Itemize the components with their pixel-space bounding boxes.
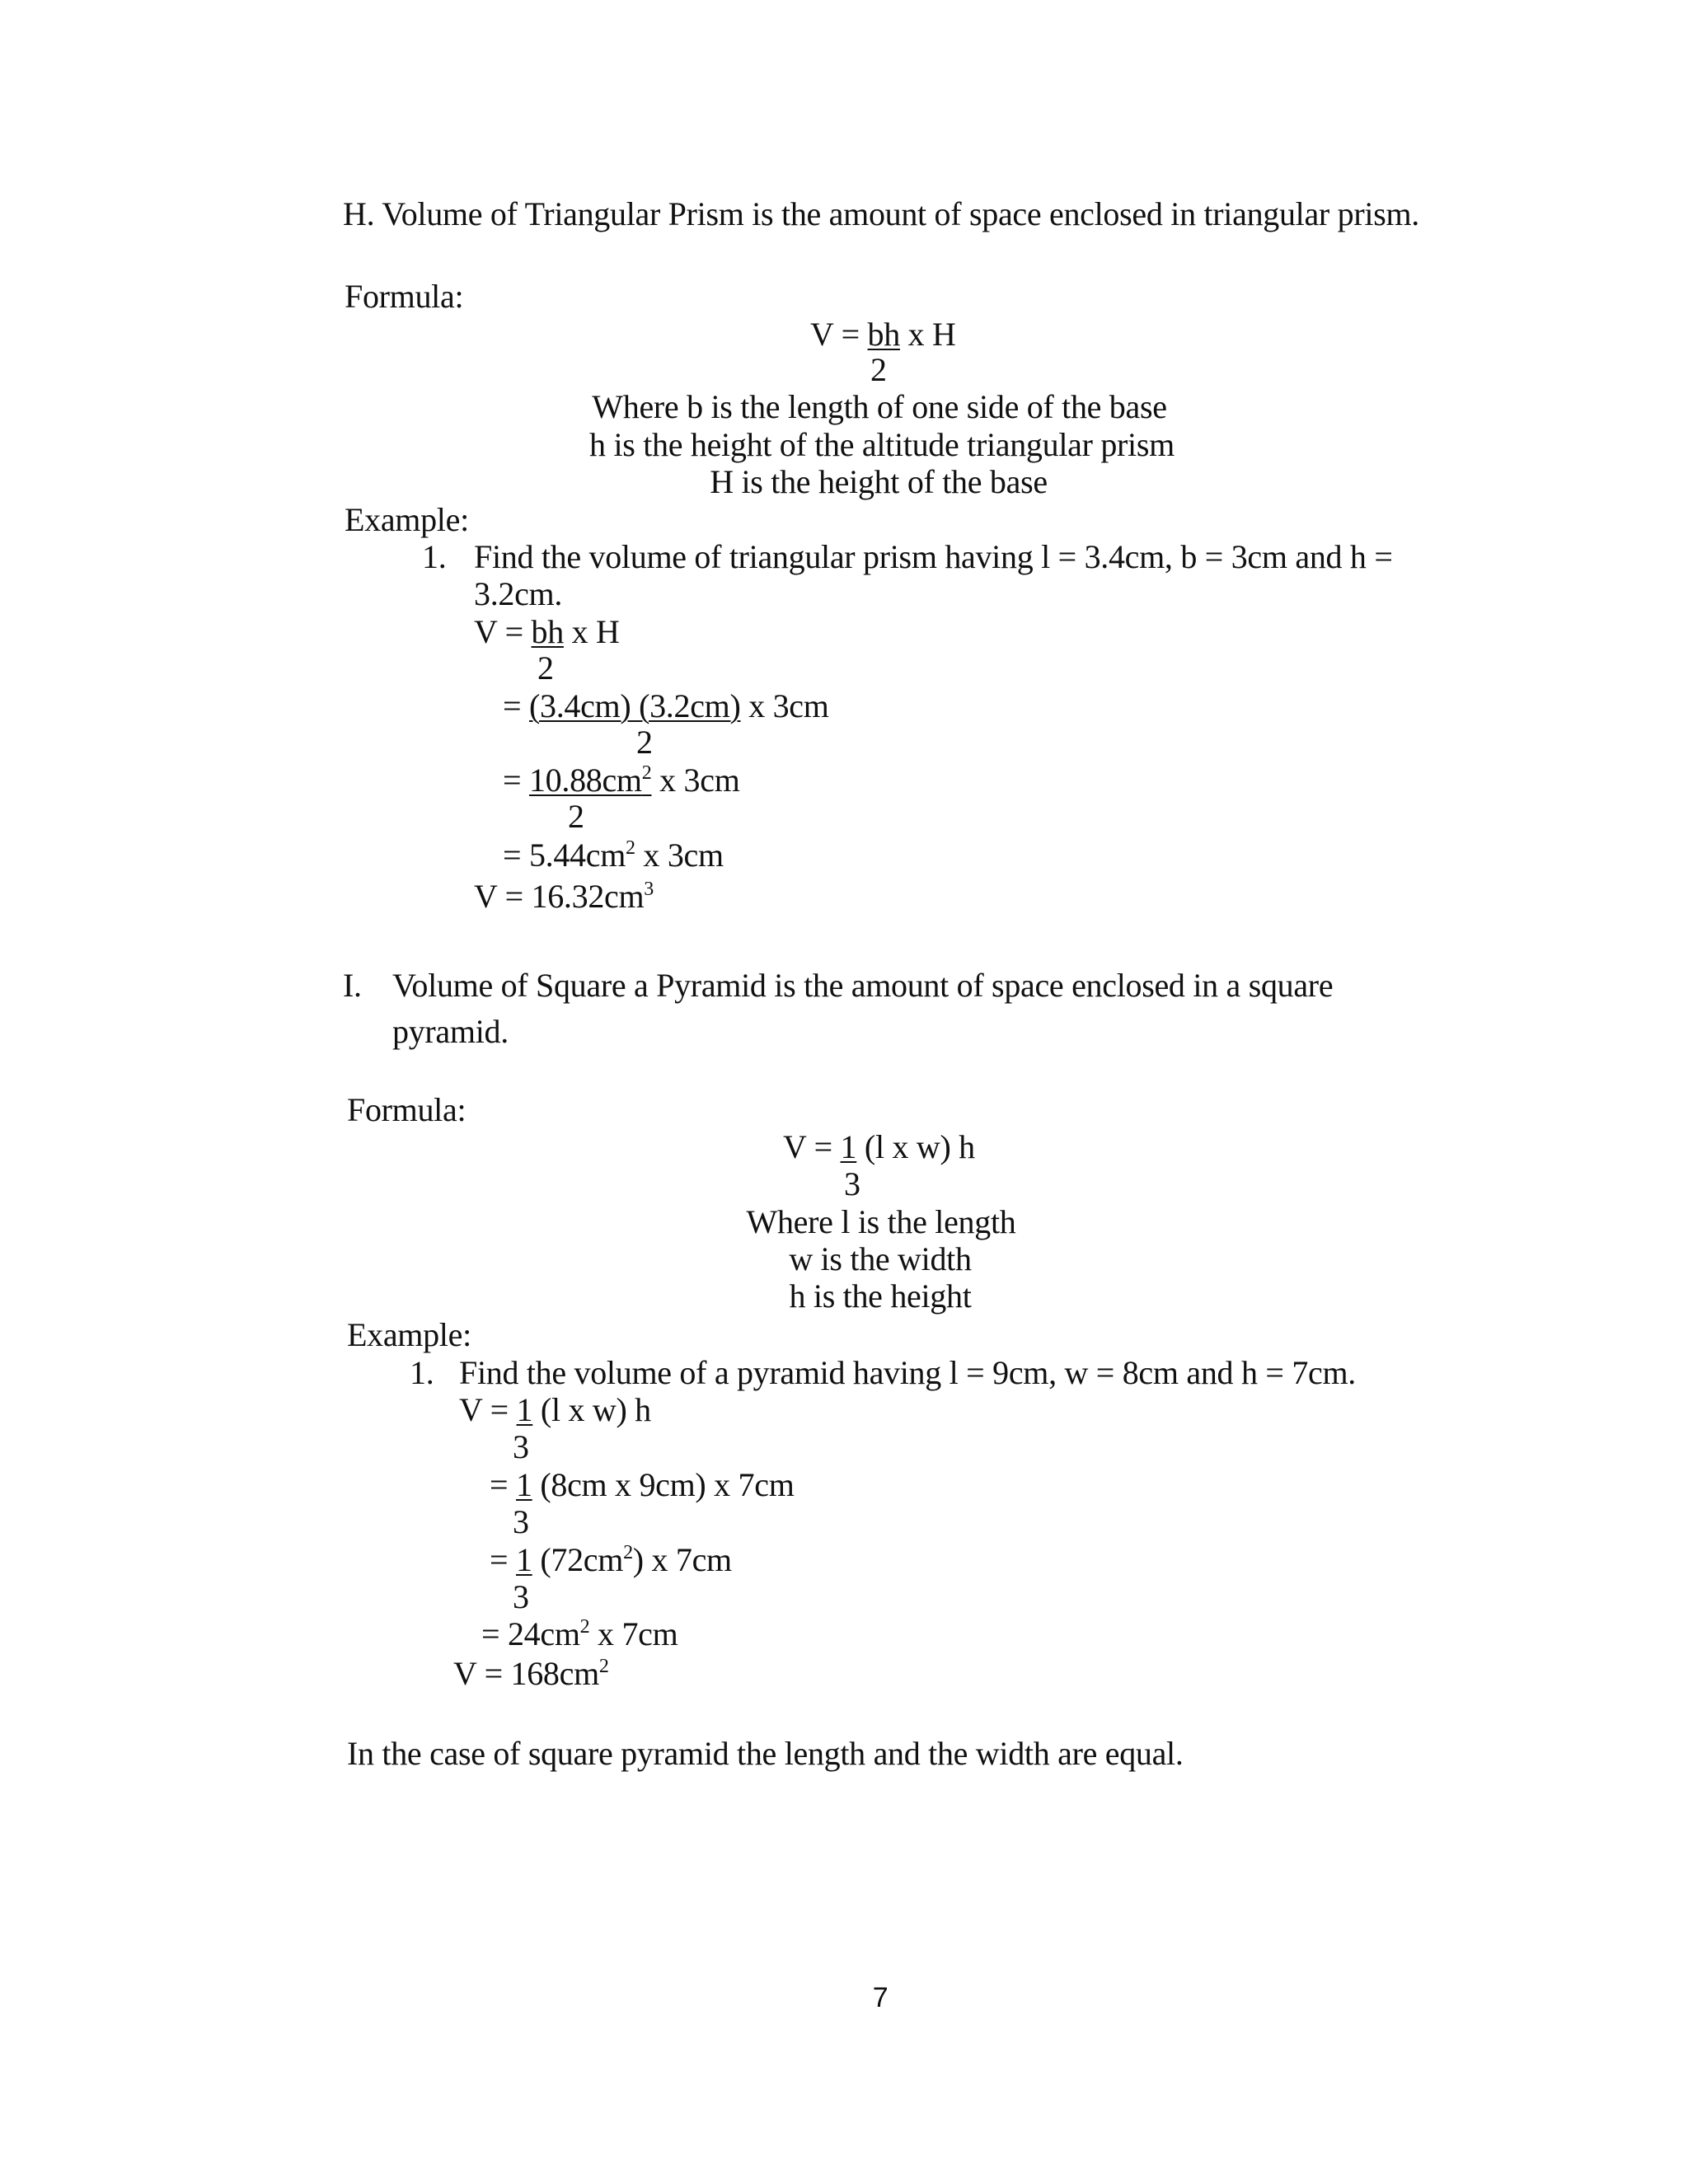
step-numerator: 1 — [516, 1391, 533, 1428]
step-denominator: 2 — [636, 724, 653, 761]
section-i-number: I. — [343, 967, 362, 1004]
numerator-text: 10.88cm — [528, 762, 642, 799]
step-suffix: x 7cm — [589, 1615, 678, 1652]
step-numerator: bh — [531, 613, 564, 650]
section-h-where-2: h is the height of the altitude triangular prism — [589, 426, 1175, 463]
section-i-heading-line-2: pyramid. — [392, 1013, 509, 1050]
section-h-problem-line-2: 3.2cm. — [474, 575, 563, 612]
step-text: V = 16.32cm — [474, 878, 645, 915]
section-h-heading: H. Volume of Triangular Prism is the amount of space enclosed in triangular prism. — [343, 195, 1419, 232]
formula-line — [783, 1128, 975, 1166]
formula-suffix: x H — [899, 316, 956, 353]
step-denominator: 2 — [568, 798, 584, 835]
formula-prefix: V = — [783, 1128, 841, 1165]
section-i-where-1: Where l is the length — [746, 1203, 1016, 1240]
step-denominator: 3 — [513, 1428, 529, 1465]
solution-step — [481, 1615, 678, 1653]
step-numerator — [529, 762, 651, 799]
step-numerator: (3.4cm) (3.2cm) — [528, 687, 741, 724]
exponent: 2 — [598, 1656, 609, 1677]
solution-result — [453, 1655, 609, 1693]
formula-prefix: V = — [810, 316, 868, 353]
step-prefix: V = — [459, 1391, 517, 1428]
section-i-problem-line-1: Find the volume of a pyramid having l = 9cm, w = 8cm and h = 7cm. — [459, 1354, 1356, 1391]
step-numerator: 1 — [515, 1466, 532, 1503]
solution-step — [490, 1541, 732, 1579]
section-i-closing-note: In the case of square pyramid the length and the width are equal. — [347, 1735, 1184, 1772]
step-suffix: (72cm — [532, 1541, 624, 1578]
step-denominator: 2 — [537, 649, 554, 687]
solution-step — [459, 1391, 651, 1429]
formula-suffix: (l x w) h — [856, 1128, 975, 1165]
step-prefix: V = — [474, 613, 532, 650]
exponent: 2 — [641, 762, 652, 784]
exponent: 2 — [626, 837, 635, 859]
step-suffix: (8cm x 9cm) x 7cm — [532, 1466, 795, 1503]
step-text: V = 168cm — [453, 1655, 599, 1692]
section-h-formula-label: Formula: — [345, 278, 464, 315]
step-numerator: 1 — [515, 1541, 532, 1578]
solution-step — [490, 1466, 795, 1504]
section-i-example-label: Example: — [347, 1316, 471, 1353]
formula-denominator: 3 — [844, 1165, 860, 1202]
exponent: 2 — [579, 1616, 590, 1638]
step-prefix: = — [503, 762, 529, 799]
section-h-problem-number: 1. — [422, 538, 447, 575]
exponent: 3 — [644, 879, 654, 900]
step-suffix: x 3cm — [635, 837, 724, 874]
section-h-problem-line-1: Find the volume of triangular prism having l = 3.4cm, b = 3cm and h = — [474, 538, 1393, 575]
section-i-where-3: h is the height — [789, 1277, 972, 1315]
solution-step — [503, 837, 724, 874]
step-denominator: 3 — [513, 1503, 529, 1540]
formula-numerator: 1 — [840, 1128, 857, 1165]
step-suffix: (l x w) h — [532, 1391, 651, 1428]
step-prefix: = — [490, 1466, 516, 1503]
step-suffix: x 3cm — [740, 687, 829, 724]
section-i-where-2: w is the width — [789, 1240, 972, 1277]
section-h-where-3: H is the height of the base — [710, 463, 1048, 500]
section-h-where-1: Where b is the length of one side of the base — [592, 388, 1167, 425]
step-suffix: ) x 7cm — [632, 1541, 732, 1578]
section-h-example-label: Example: — [345, 501, 469, 538]
solution-step — [503, 687, 829, 725]
step-suffix: x H — [563, 613, 620, 650]
section-i-formula-label: Formula: — [347, 1091, 467, 1128]
page-number: 7 — [872, 1982, 889, 2013]
step-text: = 5.44cm — [503, 837, 626, 874]
formula-line — [810, 316, 956, 354]
solution-step — [503, 762, 740, 799]
section-i-heading-line-1: Volume of Square a Pyramid is the amount of space enclosed in a square — [392, 967, 1334, 1004]
step-prefix: = — [503, 687, 529, 724]
formula-denominator: 2 — [870, 351, 887, 388]
solution-step — [474, 613, 620, 651]
step-text: = 24cm — [481, 1615, 580, 1652]
solution-result — [474, 878, 654, 916]
section-i-problem-number: 1. — [410, 1354, 434, 1391]
step-suffix: x 3cm — [651, 762, 740, 799]
exponent: 2 — [623, 1542, 633, 1563]
formula-numerator: bh — [867, 316, 900, 353]
step-prefix: = — [490, 1541, 516, 1578]
step-denominator: 3 — [513, 1578, 529, 1615]
